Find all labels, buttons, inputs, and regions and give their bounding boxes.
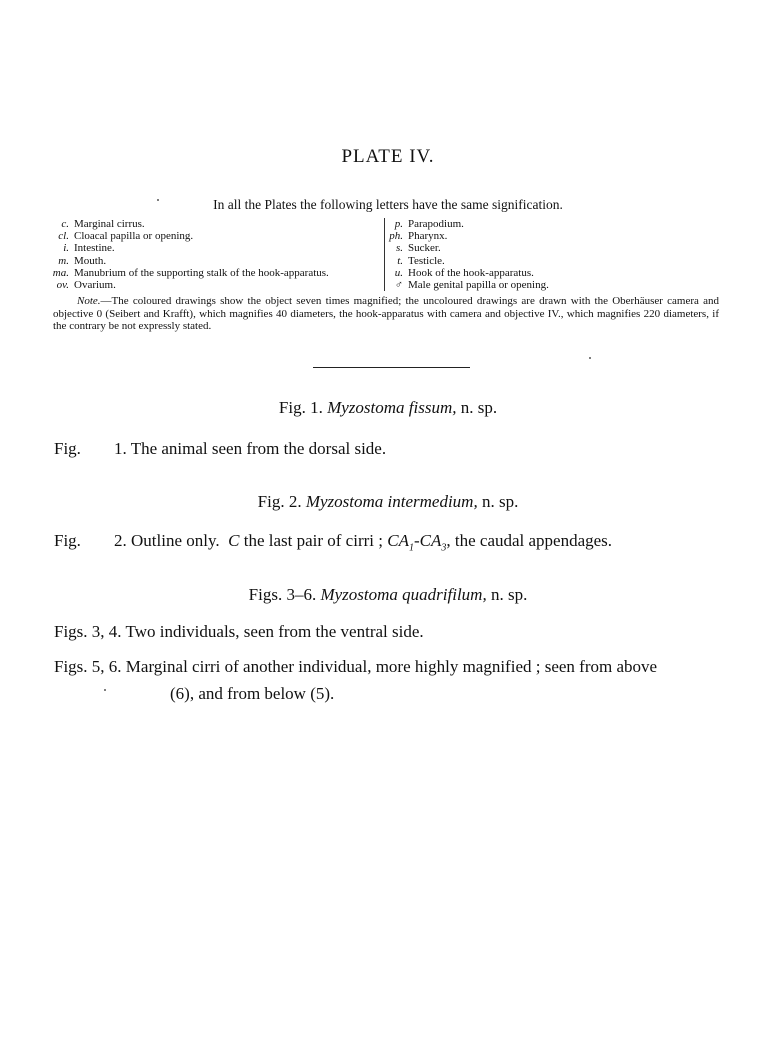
note-paragraph (53, 295, 719, 333)
figs5-6-text: Marginal cirri of another individual, more highly magnified ; seen from above (125, 657, 658, 676)
fig2-text-c: , the caudal appendages. (446, 531, 613, 550)
page-title: PLATE IV. (341, 146, 435, 167)
fig1-caption (54, 439, 386, 459)
abbr-right-row (385, 218, 685, 230)
abbr-left-key: m. (58, 254, 69, 267)
scan-speck (589, 357, 591, 359)
abbr-left-text: Ovarium. (74, 279, 116, 292)
section-divider (313, 367, 470, 368)
abbr-right-text: Sucker. (408, 242, 441, 255)
fig1-species: Myzostoma fissum, (327, 398, 457, 417)
fig1-heading-suffix: n. sp. (460, 398, 498, 417)
figs3-4-label: Figs. 3, 4. (54, 622, 122, 641)
abbr-left-row (40, 255, 385, 267)
abbr-right-text: Parapodium. (408, 218, 464, 230)
abbr-left-key: ma. (52, 266, 69, 279)
figs5-6-caption-continued: (6), and from below (5). (170, 684, 335, 703)
scan-speck (157, 199, 159, 201)
abbr-left-key: i. (63, 242, 69, 255)
figs3-6-heading-prefix: Figs. 3–6. (248, 585, 317, 604)
abbr-right-key: ph. (389, 230, 403, 243)
abbr-right-row (385, 267, 685, 279)
abbr-left-text: Mouth. (74, 254, 107, 267)
note-text: —The coloured drawings show the object seven times magnified; the uncoloured drawings are drawn with the Oberhäuser camera and objective 0 (Seibert and Krafft), which magnifies 40 diameters, the hook-apparatus with camera and objective IV., which magnifies 220 diameters, if the contrary be not expressly stated. (53, 295, 719, 332)
abbr-left-row (40, 279, 385, 291)
fig2-ca-second: CA (419, 531, 442, 550)
legend-intro: In all the Plates the following letters have the same signification. (213, 197, 563, 212)
fig2-num: 2. (114, 531, 127, 550)
abbr-left-row (40, 267, 385, 279)
abbr-left-text: Cloacal papilla or opening. (74, 230, 194, 243)
fig2-sub3: 3 (441, 542, 447, 554)
note-label: Note. (77, 295, 101, 307)
fig1-heading-prefix: Fig. 1. (278, 398, 323, 417)
fig1-text: The animal seen from the dorsal side. (130, 439, 387, 458)
fig2-sub1: 1 (408, 542, 414, 554)
abbr-right-text: Hook of the hook-apparatus. (408, 266, 534, 279)
abbr-right-key: u. (394, 266, 403, 279)
figs5-6-caption (54, 657, 657, 677)
abbr-left-text: Intestine. (74, 242, 115, 255)
fig2-heading-suffix: n. sp. (481, 492, 519, 511)
fig2-dash: - (413, 531, 420, 550)
fig2-ca-first: CA (387, 531, 409, 550)
fig1-heading (0, 398, 776, 418)
abbr-left-key: ov. (56, 279, 69, 292)
abbr-right-row (385, 242, 685, 254)
abbr-right-key: t. (397, 254, 403, 267)
abbr-left-key: cl. (58, 230, 69, 243)
fig1-num: 1. (114, 439, 127, 458)
fig2-c-letter: C (228, 531, 240, 550)
fig2-heading-prefix: Fig. 2. (257, 492, 302, 511)
figs3-4-caption (54, 622, 424, 642)
fig2-text-a: Outline only. (131, 531, 220, 550)
abbr-right-row (385, 279, 685, 291)
abbr-right-text: Testicle. (408, 254, 445, 267)
abbreviation-list-right (384, 218, 685, 291)
fig1-label: Fig. (54, 439, 81, 458)
abbr-right-key: s. (395, 242, 403, 255)
abbr-left-row (40, 230, 385, 242)
fig2-caption (54, 531, 612, 553)
abbr-left-text: Manubrium of the supporting stalk of the hook-apparatus. (74, 266, 329, 279)
abbr-right-key: ♂ (394, 279, 403, 292)
fig2-heading (0, 492, 776, 512)
abbreviation-list-left (40, 218, 385, 291)
abbr-right-text: Male genital papilla or opening. (408, 279, 549, 292)
fig2-label: Fig. (54, 531, 81, 550)
figs3-4-text: Two individuals, seen from the ventral side. (125, 622, 424, 641)
abbr-right-row (385, 255, 685, 267)
abbr-left-text: Marginal cirrus. (74, 218, 145, 230)
scan-speck (104, 689, 106, 691)
abbr-left-row (40, 242, 385, 254)
abbr-right-text: Pharynx. (408, 230, 448, 243)
abbr-right-row (385, 230, 685, 242)
abbr-right-key: p. (394, 218, 403, 230)
fig2-species: Myzostoma intermedium, (305, 492, 478, 511)
fig2-caudal-range (387, 531, 447, 554)
figs3-6-heading (0, 585, 776, 605)
fig2-text-b: the last pair of cirri ; (243, 531, 383, 550)
figs5-6-label: Figs. 5, 6. (54, 657, 122, 676)
abbr-left-row (40, 218, 385, 230)
figs3-6-species: Myzostoma quadrifilum, (320, 585, 487, 604)
abbr-left-key: c. (61, 218, 69, 230)
figs3-6-heading-suffix: n. sp. (490, 585, 528, 604)
